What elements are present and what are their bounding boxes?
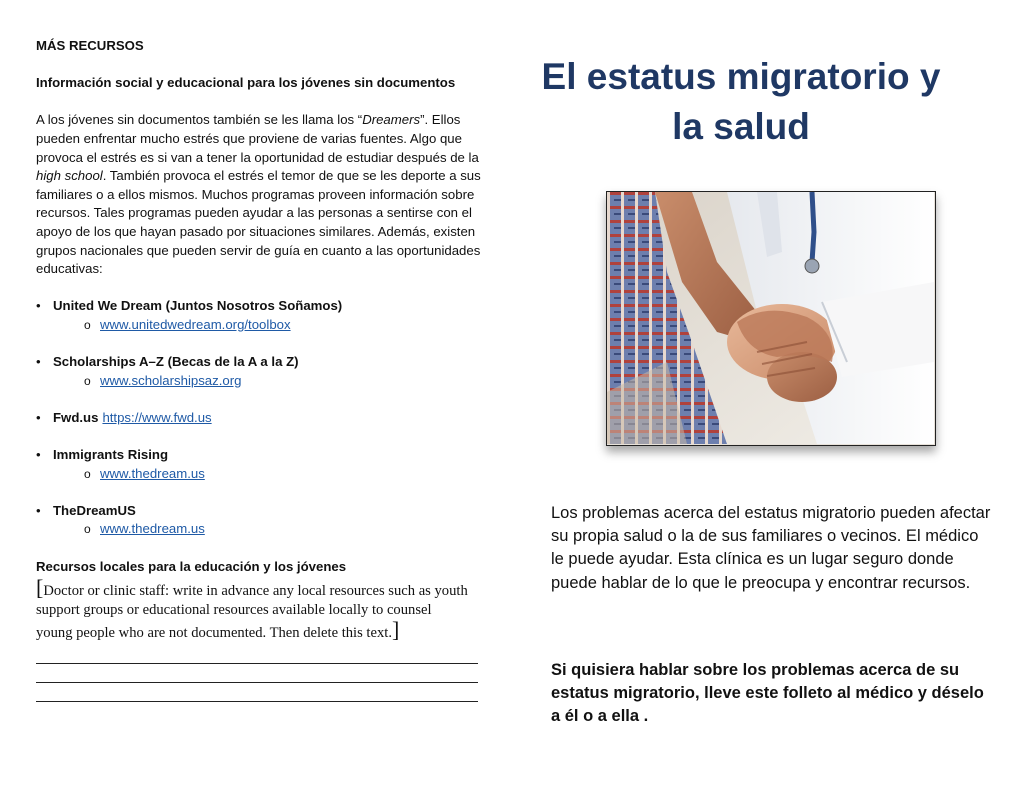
resource-link[interactable]: www.thedream.us	[100, 521, 205, 537]
resource-link[interactable]: www.unitedwedream.org/toolbox	[100, 316, 291, 332]
staff-note	[36, 575, 468, 643]
bullet-icon: •	[36, 502, 41, 518]
list-item	[36, 502, 484, 539]
write-in-line	[36, 664, 478, 683]
resource-name: Fwd.us	[53, 409, 99, 425]
circle-bullet-icon: o	[84, 522, 91, 537]
resource-name: United We Dream (Juntos Nosotros Soñamos)	[53, 298, 343, 314]
page-title: El estatus migratorio y la salud	[541, 56, 941, 147]
bullet-icon: •	[36, 298, 41, 314]
intro-paragraph	[36, 111, 484, 278]
resource-sublink	[53, 520, 484, 539]
list-item	[36, 297, 484, 334]
resource-link[interactable]: www.thedream.us	[100, 465, 205, 481]
subheading: Información social y educacional para los jóvenes sin documentos	[36, 75, 456, 91]
bold-note: Si quisiera hablar sobre los problemas acerca de su estatus migratorio, lleve este folleto al médico y déselo a él o a ella .	[551, 661, 984, 726]
list-item	[36, 353, 484, 390]
resource-sublink	[53, 372, 484, 391]
local-resources-heading: Recursos locales para la educación y los jóvenes	[36, 558, 347, 574]
resource-name: Immigrants Rising	[53, 447, 169, 463]
intro-italic-1: Dreamers	[362, 112, 421, 128]
list-item	[36, 409, 484, 428]
write-in-lines	[36, 645, 484, 702]
resource-sublink	[53, 465, 484, 484]
circle-bullet-icon: o	[84, 373, 91, 388]
resource-list	[36, 297, 484, 539]
section-heading: MÁS RECURSOS	[36, 38, 144, 53]
resource-sublink	[53, 316, 484, 335]
open-bracket: [	[36, 575, 44, 601]
staff-note-text: Doctor or clinic staff: write in advance any local resources such as youth support groups or educational resources available locally to counsel young people who are not documented. Then delete this text.	[36, 583, 468, 642]
intro-text-2: ”. Ellos pueden enfrentar mucho estrés que proviene de varias fuentes. Algo que provoca el estrés es si van a tener la oportunidad de estudiar después de la	[36, 112, 479, 165]
resource-link[interactable]: www.scholarshipsaz.org	[100, 372, 242, 388]
write-in-line	[36, 683, 478, 702]
hands-holding-photo	[606, 191, 936, 446]
resource-name: Scholarships A–Z (Becas de la A a la Z)	[53, 354, 299, 370]
resource-link[interactable]: https://www.fwd.us	[102, 409, 212, 425]
close-bracket: ]	[391, 617, 400, 643]
write-in-line	[36, 645, 478, 664]
bullet-icon: •	[36, 447, 41, 463]
circle-bullet-icon: o	[84, 317, 91, 332]
intro-italic-2: high school	[36, 168, 103, 184]
list-item	[36, 446, 484, 483]
circle-bullet-icon: o	[84, 466, 91, 481]
bullet-icon: •	[36, 409, 41, 425]
intro-text-3: . También provoca el estrés el temor de que se les deporte a sus familiares o a ellos mismos. Muchos programas proveen información sobre recursos. Tales programas pueden ayudar a las personas a sentirse con el apoyo de los que hayan pasado por situaciones similares. Además, existen grupos nacionales que pueden servir de guía en cuanto a las oportunidades educativas:	[36, 168, 481, 277]
intro-text-1: A los jóvenes sin documentos también se les llama los “	[36, 112, 363, 128]
resource-name: TheDreamUS	[53, 502, 136, 518]
resource-row	[53, 409, 484, 428]
resources-column	[36, 37, 484, 702]
photo-illustration	[607, 192, 934, 444]
body-paragraph: Los problemas acerca del estatus migratorio pueden afectar su propia salud o la de sus familiares o vecinos. El médico le puede ayudar. Esta clínica es un lugar seguro donde puede hablar de lo que le preocupa y encontrar recursos.	[551, 504, 991, 592]
bullet-icon: •	[36, 354, 41, 370]
